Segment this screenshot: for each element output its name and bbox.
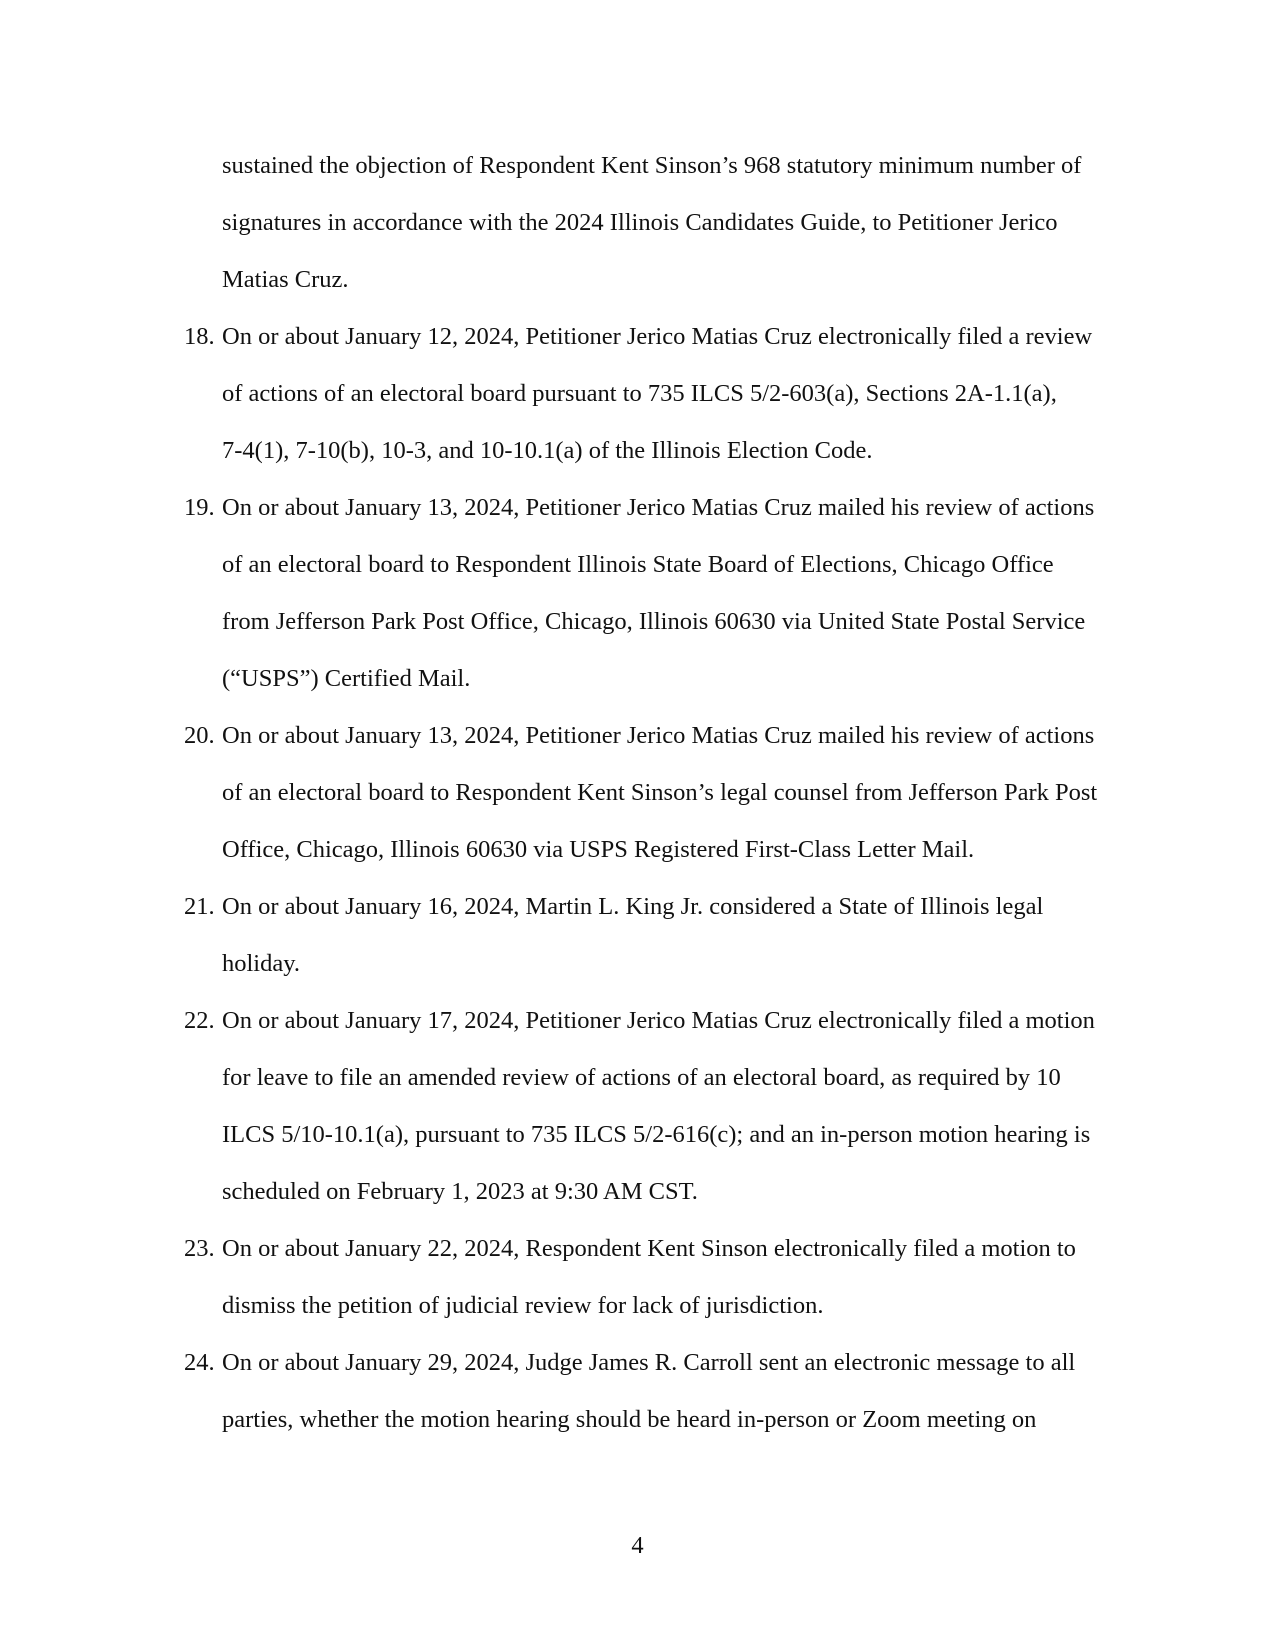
- list-item: [184, 479, 1122, 707]
- continued-paragraph: [222, 137, 1122, 308]
- item-number: 24.: [184, 1349, 215, 1376]
- text-line: signatures in accordance with the 2024 Illinois Candidates Guide, to Petitioner Jerico: [222, 209, 1058, 236]
- item-number: 20.: [184, 722, 215, 749]
- text-line: On or about January 16, 2024, Martin L. King Jr. considered a State of Illinois legal: [222, 893, 1044, 920]
- text-line: Office, Chicago, Illinois 60630 via USPS Registered First-Class Letter Mail.: [222, 836, 975, 863]
- list-item: [184, 308, 1122, 479]
- text-line: ILCS 5/10-10.1(a), pursuant to 735 ILCS 5/2-616(c); and an in-person motion hearing is: [222, 1121, 1091, 1148]
- text-line: (“USPS”) Certified Mail.: [222, 665, 471, 692]
- text-line: On or about January 13, 2024, Petitioner Jerico Matias Cruz mailed his review of actions: [222, 494, 1095, 521]
- list-item: [184, 992, 1122, 1220]
- text-line: scheduled on February 1, 2023 at 9:30 AM CST.: [222, 1178, 698, 1205]
- item-number: 23.: [184, 1235, 215, 1262]
- item-number: 18.: [184, 323, 215, 350]
- text-line: of an electoral board to Respondent Kent Sinson’s legal counsel from Jefferson Park Post: [222, 779, 1098, 806]
- text-line: On or about January 13, 2024, Petitioner Jerico Matias Cruz mailed his review of actions: [222, 722, 1095, 749]
- text-line: 7-4(1), 7-10(b), 10-3, and 10-10.1(a) of the Illinois Election Code.: [222, 437, 873, 464]
- text-line: from Jefferson Park Post Office, Chicago, Illinois 60630 via United State Postal Service: [222, 608, 1086, 635]
- item-number: 19.: [184, 494, 215, 521]
- page-number: 4: [631, 1532, 644, 1559]
- text-line: of actions of an electoral board pursuant to 735 ILCS 5/2-603(a), Sections 2A-1.1(a),: [222, 380, 1057, 407]
- text-line: Matias Cruz.: [222, 266, 349, 293]
- text-line: On or about January 12, 2024, Petitioner Jerico Matias Cruz electronically filed a review: [222, 323, 1093, 350]
- item-number: 21.: [184, 893, 215, 920]
- text-line: holiday.: [222, 950, 301, 977]
- text-line: On or about January 17, 2024, Petitioner Jerico Matias Cruz electronically filed a motion: [222, 1007, 1095, 1034]
- text-line: On or about January 29, 2024, Judge James R. Carroll sent an electronic message to all: [222, 1349, 1076, 1376]
- list-item: [184, 878, 1122, 992]
- text-line: dismiss the petition of judicial review for lack of jurisdiction.: [222, 1292, 824, 1319]
- text-line: for leave to file an amended review of actions of an electoral board, as required by 10: [222, 1064, 1061, 1091]
- list-item: [184, 1220, 1122, 1334]
- text-line: On or about January 22, 2024, Respondent Kent Sinson electronically filed a motion to: [222, 1235, 1076, 1262]
- list-item: [184, 1334, 1122, 1448]
- item-number: 22.: [184, 1007, 215, 1034]
- text-line: parties, whether the motion hearing should be heard in-person or Zoom meeting on: [222, 1406, 1037, 1433]
- text-line: of an electoral board to Respondent Illinois State Board of Elections, Chicago Office: [222, 551, 1054, 578]
- list-item: [184, 707, 1122, 878]
- text-line: sustained the objection of Respondent Kent Sinson’s 968 statutory minimum number of: [222, 152, 1082, 179]
- numbered-paragraph-list: [184, 308, 1122, 1448]
